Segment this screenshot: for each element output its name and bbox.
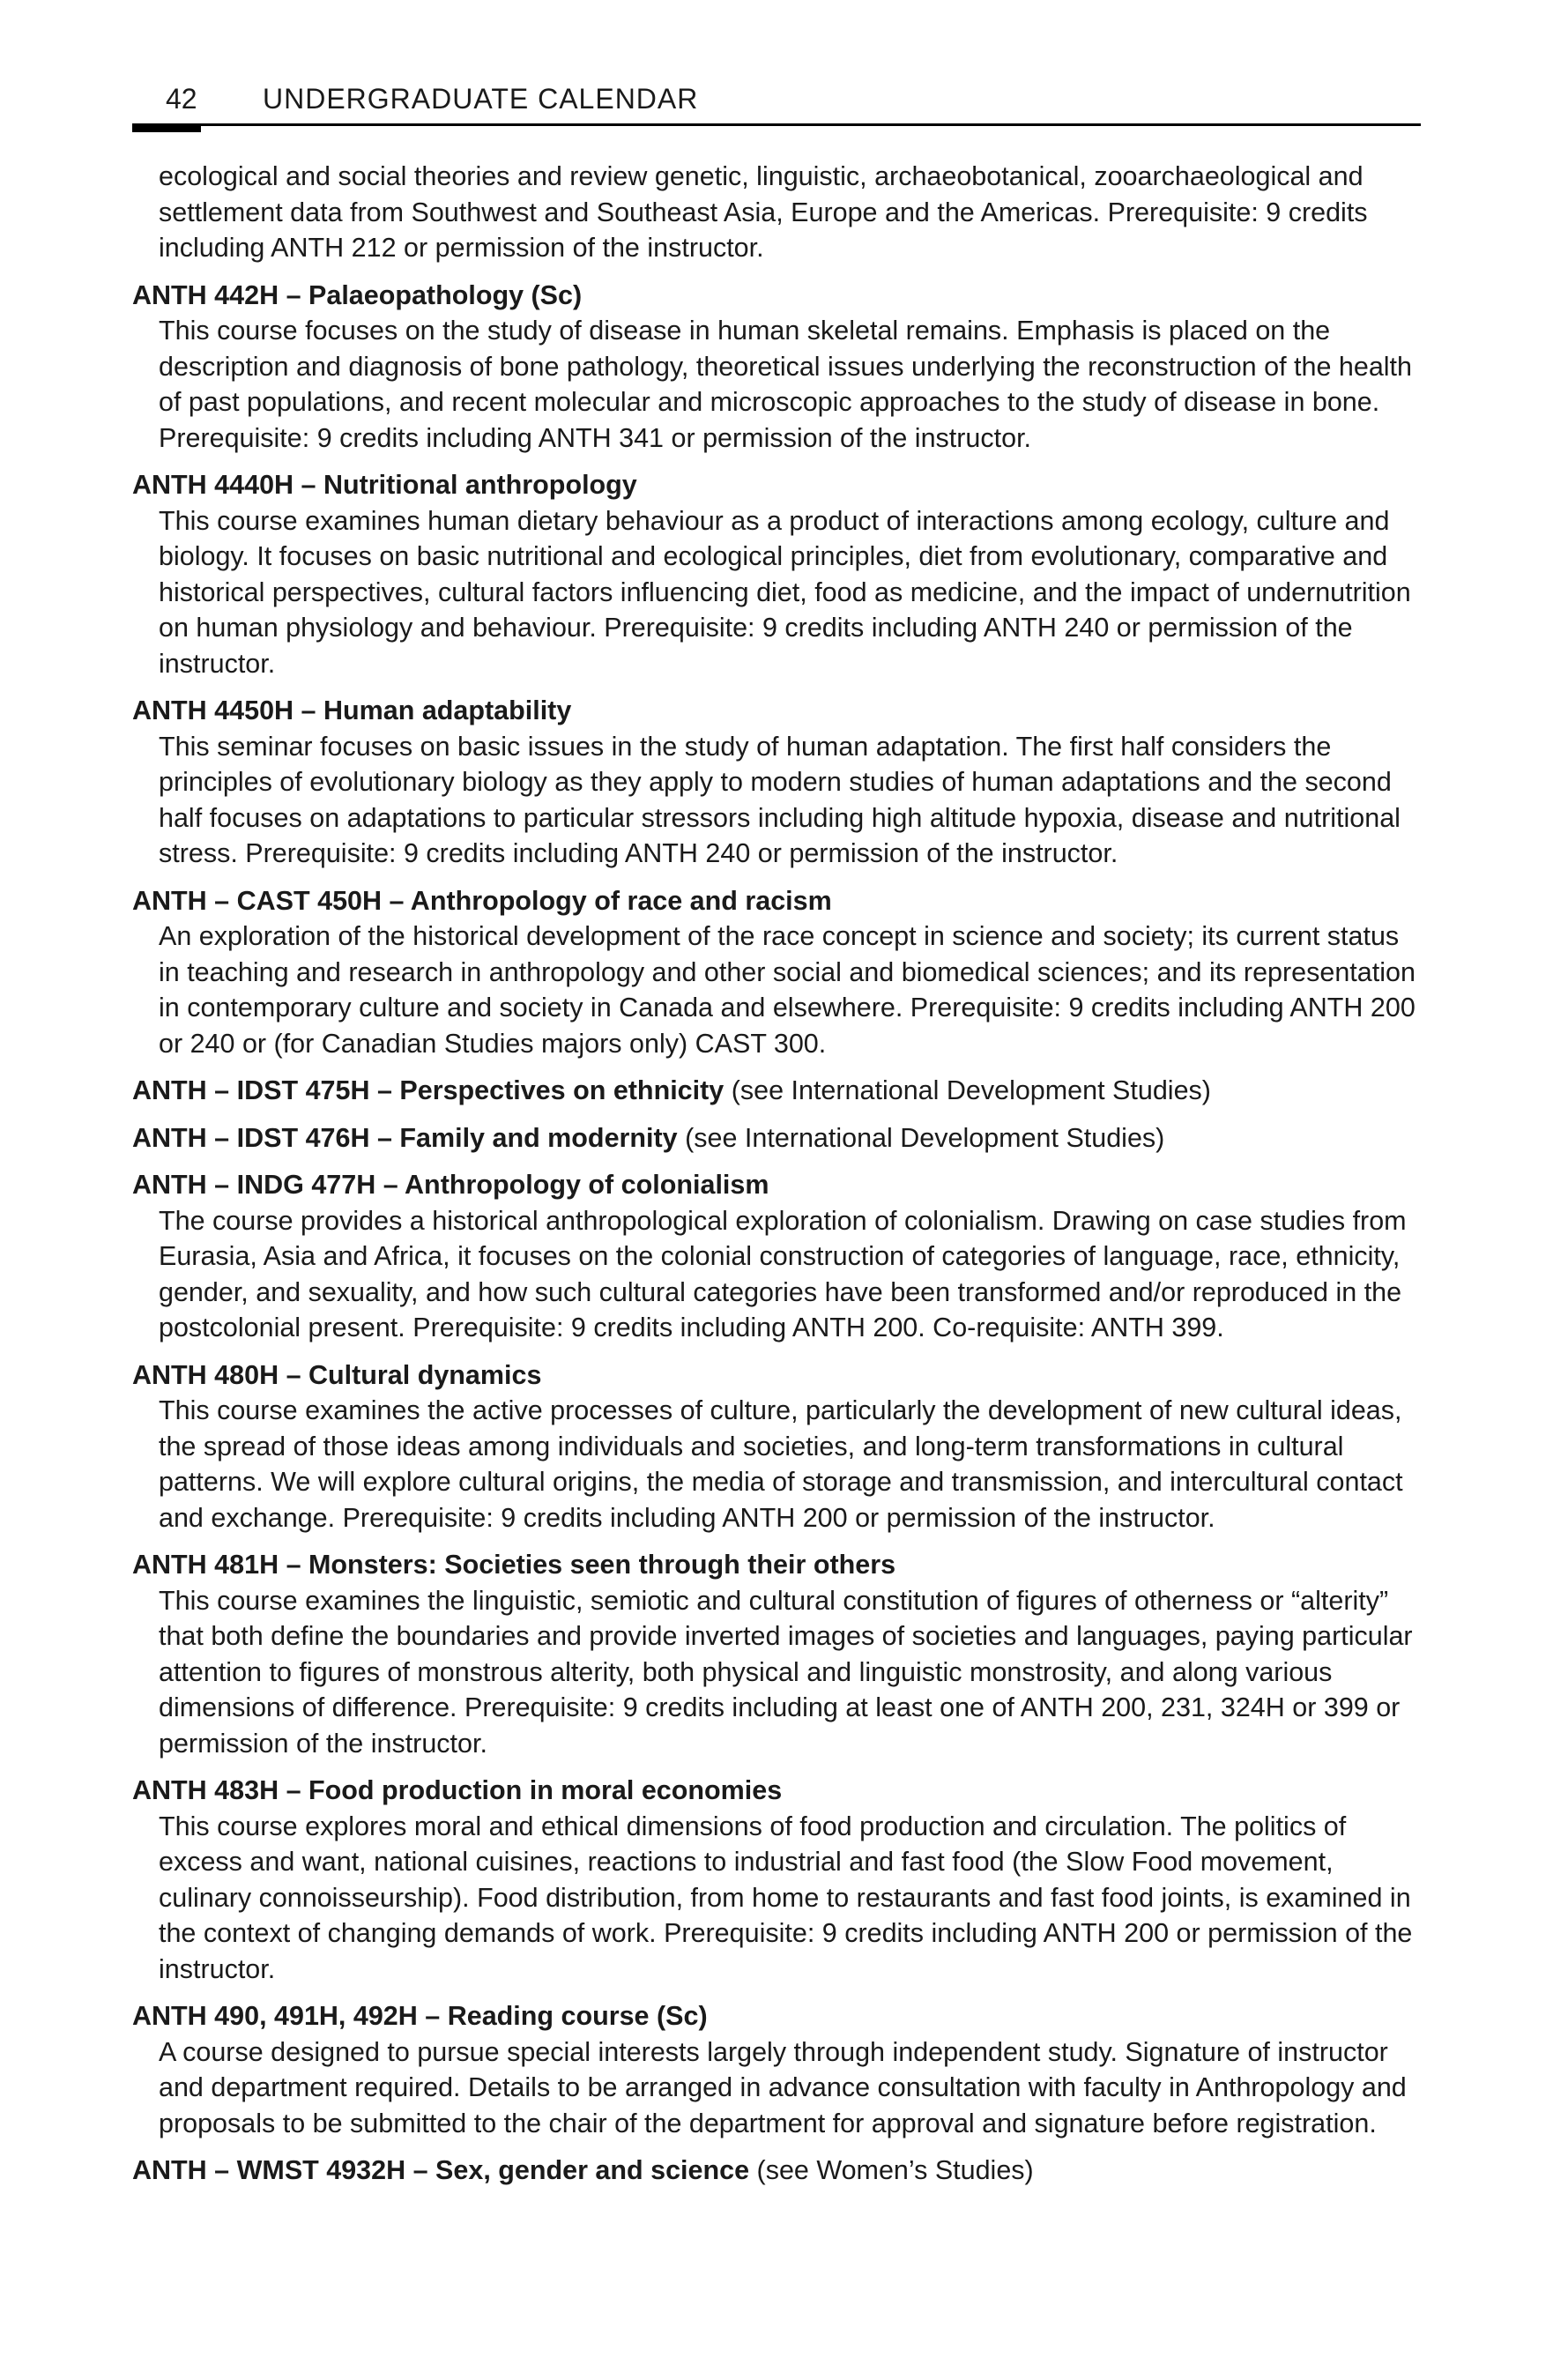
course-entry	[132, 1998, 1421, 2141]
course-title: ANTH – IDST 476H – Family and modernity	[132, 1122, 678, 1153]
course-entry	[132, 693, 1421, 872]
course-entry	[132, 1120, 1421, 1157]
course-description: The course provides a historical anthropological exploration of colonialism. Drawing on case studies from Eurasia, Asia and Africa, it focuses on the colonial construction of categories of language, race, ethnicity, gender, and sexuality, and how such cultural categories have been transformed and/or reproduced in the postcolonial present. Prerequisite: 9 credits including ANTH 200. Co-requisite: ANTH 399.	[159, 1205, 1407, 1342]
course-description: This course examines human dietary behaviour as a product of interactions among ecology, culture and biology. It focuses on basic nutritional and ecological principles, diet from evolutionary, comparative and historical perspectives, cultural factors influencing diet, food as medicine, and the impact of undernutrition on human physiology and behaviour. Prerequisite: 9 credits including ANTH 240 or permission of the instructor.	[159, 505, 1411, 679]
course-entry	[132, 1547, 1421, 1761]
course-description: This seminar focuses on basic issues in the study of human adaptation. The first half considers the principles of evolutionary biology as they apply to modern studies of human adaptations and the second half focuses on adaptations to particular stressors including high altitude hypoxia, disease and nutritional stress. Prerequisite: 9 credits including ANTH 240 or permission of the instructor.	[159, 731, 1401, 868]
running-title: UNDERGRADUATE CALENDAR	[263, 83, 699, 115]
course-entry	[132, 278, 1421, 457]
course-description: This course examines the active processes of culture, particularly the development of new cultural ideas, the spread of those ideas among individuals and societies, and long-term transformations in cultural patterns. We will explore cultural origins, the media of storage and transmission, and intercultural contact and exchange. Prerequisite: 9 credits including ANTH 200 or permission of the instructor.	[159, 1395, 1403, 1533]
course-title: ANTH – WMST 4932H – Sex, gender and science	[132, 2155, 750, 2185]
course-cross-reference: (see International Development Studies)	[731, 1075, 1211, 1105]
page-header	[132, 81, 1421, 125]
course-cross-reference: (see International Development Studies)	[685, 1122, 1165, 1153]
course-description: An exploration of the historical development of the race concept in science and society; its current status in teaching and research in anthropology and other social and biomedical sciences; and its representation in contemporary culture and society in Canada and elsewhere. Prerequisite: 9 credits including ANTH 200 or 240 or (for Canadian Studies majors only) CAST 300.	[159, 921, 1416, 1059]
course-title: ANTH – CAST 450H – Anthropology of race and racism	[132, 885, 832, 916]
course-description: This course examines the linguistic, semiotic and cultural constitution of figures of otherness or “alterity” that both define the boundaries and provide inverted images of societies and languages, paying particular attention to figures of monstrous alterity, both physical and linguistic monstrosity, and along various dimensions of difference. Prerequisite: 9 credits including at least one of ANTH 200, 231, 324H or 399 or permission of the instructor.	[159, 1585, 1413, 1759]
header-rule	[132, 123, 1421, 126]
course-entry	[132, 1357, 1421, 1536]
course-entry	[132, 1167, 1421, 1346]
course-title: ANTH 4440H – Nutritional anthropology	[132, 470, 637, 500]
header-rule-block	[132, 123, 201, 132]
page-content	[132, 159, 1421, 2200]
course-title: ANTH – INDG 477H – Anthropology of colonialism	[132, 1170, 769, 1200]
course-entry	[132, 467, 1421, 681]
course-description: This course focuses on the study of disease in human skeletal remains. Emphasis is placed on the description and diagnosis of bone pathology, theoretical issues underlying the reconstruction of the health of past populations, and recent molecular and microscopic approaches to the study of disease in bone. Prerequisite: 9 credits including ANTH 341 or permission of the instructor.	[159, 316, 1412, 453]
course-entry	[132, 1073, 1421, 1109]
course-title: ANTH 483H – Food production in moral economies	[132, 1775, 783, 1805]
intro-paragraph: ecological and social theories and review genetic, linguistic, archaeobotanical, zooarchaeological and settlement data from Southwest and Southeast Asia, Europe and the Americas. Prerequisite: 9 credits including ANTH 212 or permission of the instructor.	[159, 161, 1368, 263]
course-description: A course designed to pursue special interests largely through independent study. Signature of instructor and department required. Details to be arranged in advance consultation with faculty in Anthropology and proposals to be submitted to the chair of the department for approval and signature before registration.	[159, 2036, 1407, 2138]
course-entry	[132, 2153, 1421, 2189]
course-title: ANTH 4450H – Human adaptability	[132, 695, 572, 725]
course-entry	[132, 883, 1421, 1062]
page-number: 42	[166, 83, 197, 115]
course-cross-reference: (see Women’s Studies)	[756, 2155, 1034, 2185]
course-title: ANTH 442H – Palaeopathology (Sc)	[132, 279, 583, 310]
course-title: ANTH 490, 491H, 492H – Reading course (Sc)	[132, 2001, 708, 2031]
course-title: ANTH – IDST 475H – Perspectives on ethnicity	[132, 1075, 724, 1105]
course-title: ANTH 481H – Monsters: Societies seen through their others	[132, 1550, 896, 1580]
course-entry	[132, 1773, 1421, 1987]
course-description: This course explores moral and ethical dimensions of food production and circulation. The politics of excess and want, national cuisines, reactions to industrial and fast food (the Slow Food movement, culinary connoisseurship). Food distribution, from home to restaurants and fast food joints, is examined in the context of changing demands of work. Prerequisite: 9 credits including ANTH 200 or permission of the instructor.	[159, 1811, 1413, 1984]
course-title: ANTH 480H – Cultural dynamics	[132, 1359, 542, 1390]
